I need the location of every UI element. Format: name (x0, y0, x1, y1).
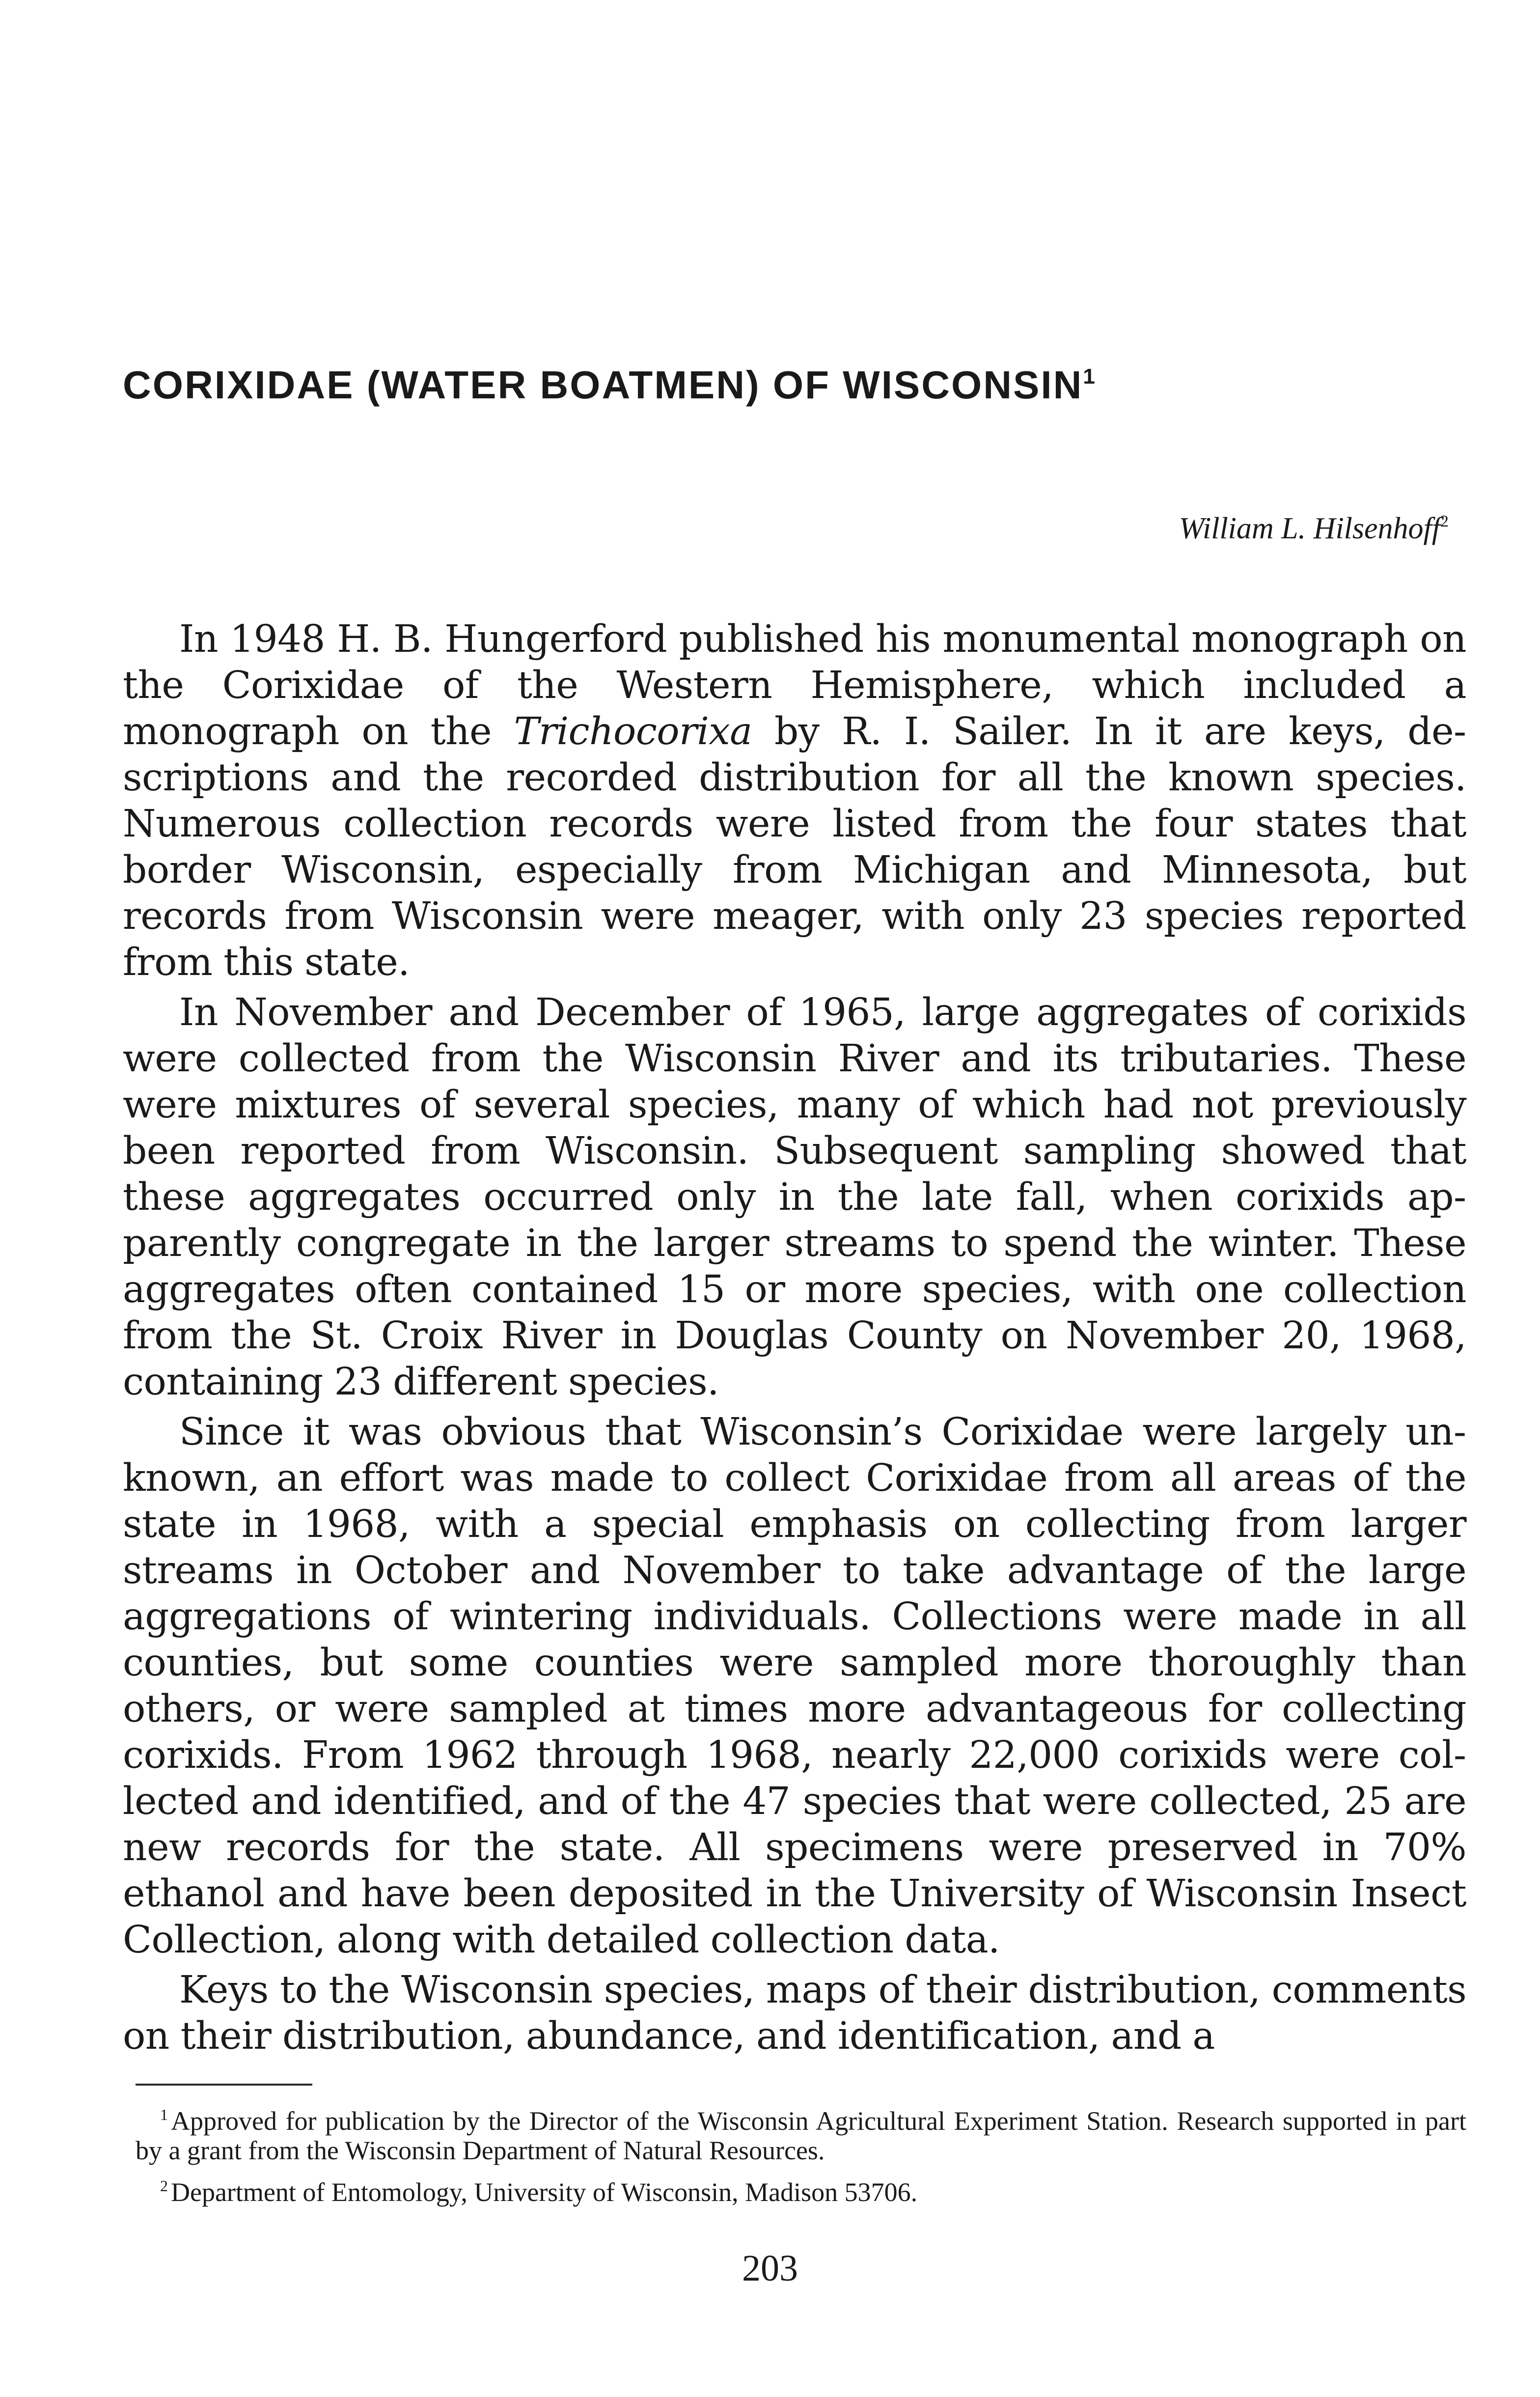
article-author (1179, 513, 1449, 544)
article-title-text: CORIXIDAE (WATER BOATMEN) OF WISCONSIN (123, 362, 1083, 407)
article-title (123, 362, 1449, 407)
paragraph-1-text-a: In 1948 H. B. Hungerford published his monumental monograph on the Corixidae of the Western Hemisphere, which included a monograph on the (123, 617, 1466, 753)
footnote-2-text: Department of Entomology, University of Wisconsin, Madison 53706. (171, 2177, 918, 2207)
paragraph-3: Since it was obvious that Wisconsin’s Corixidae were largely unknown, an effort was made to collect Corixidae from all areas of the state in 1968, with a special emphasis on collecting from larger streams in October and November to take advantage of the large aggregations of wintering individuals. Collections were made in all counties, but some counties were sampled more thoroughly than others, or were sampled at times more advantageous for collecting corixids. From 1962 through 1968, nearly 22,000 corixids were collected and identified, and of the 47 species that were collected, 25 are new records for the state. All specimens were preserved in 70% ethanol and have been deposited in the University of Wisconsin Insect Collection, along with detailed collection data. (123, 1410, 1466, 1962)
footnotes (136, 2100, 1466, 2207)
footnote-1-marker: 1 (160, 2106, 168, 2123)
footnote-divider (136, 2084, 312, 2086)
paragraph-1 (123, 616, 1466, 986)
paragraph-4: Keys to the Wisconsin species, maps of their distribution, comments on their distribution, abundance, and identification, and a (123, 1968, 1466, 2058)
footnote-1 (136, 2100, 1466, 2165)
footnote-1-text: Approved for publication by the Director of the Wisconsin Agricultural Experiment Station. Research supported in part by a grant from the Wisconsin Department of Natural Resources. (136, 2106, 1466, 2165)
author-name: William L. Hilsenhoff (1179, 512, 1440, 545)
page-number: 203 (742, 2248, 798, 2289)
genus-name-italic: Trichocorixa (514, 710, 752, 753)
paragraph-1-text-b: by R. I. Sailer. In it are keys, descriptions and the recorded distribution for all the known species. Numerous collection records were listed from the four states that border Wisconsin, especially from Michigan and Minnesota, but records from Wisconsin were meager, with only 23 species reported from this state. (123, 710, 1467, 984)
paragraph-2: In November and December of 1965, large aggregates of corixids were collected from the Wisconsin River and its tributaries. These were mixtures of several species, many of which had not previously been reported from Wisconsin. Subsequent sampling showed that these aggregates occurred only in the late fall, when corixids apparently congregate in the larger streams to spend the winter. These aggregates often contained 15 or more species, with one collection from the St. Croix River in Douglas County on November 20, 1968, containing 23 different species. (123, 991, 1466, 1404)
footnote-2-marker: 2 (160, 2177, 168, 2195)
article-body (123, 616, 1466, 2060)
author-footnote-marker: 2 (1440, 512, 1449, 530)
footnote-2 (136, 2171, 1466, 2207)
title-footnote-marker: 1 (1083, 364, 1095, 389)
